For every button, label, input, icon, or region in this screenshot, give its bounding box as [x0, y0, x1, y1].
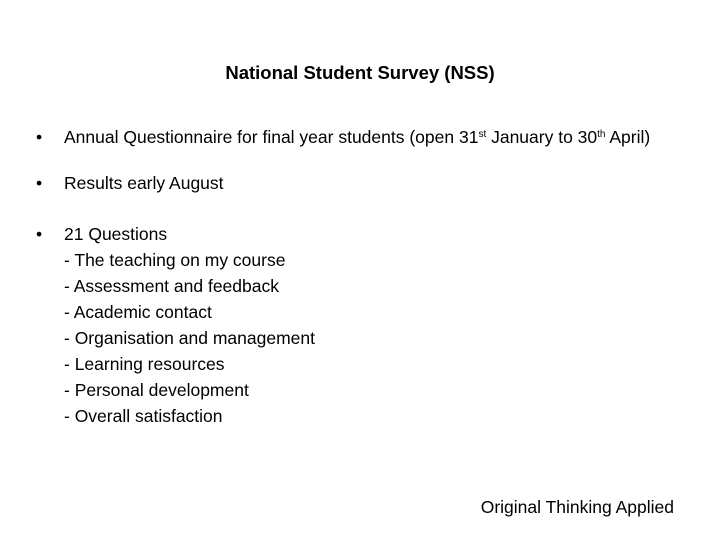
bullet-icon: • — [36, 224, 43, 244]
bullet-text-part: January to 30 — [486, 127, 598, 147]
bullet-icon: • — [36, 127, 43, 147]
bullet-icon: • — [36, 173, 43, 193]
slide-title: National Student Survey (NSS) — [225, 62, 495, 83]
sub-item-learning-resources: - Learning resources — [64, 354, 225, 374]
bullet-heading: 21 Questions — [64, 224, 168, 244]
bullet-text-part: Annual Questionnaire for final year students (open 31 — [64, 127, 479, 147]
ordinal-suffix: th — [597, 129, 606, 140]
sub-item-assessment: - Assessment and feedback — [64, 276, 279, 296]
bullet-text — [64, 221, 674, 429]
bullet-text — [64, 124, 674, 150]
sub-item-overall-satisfaction: - Overall satisfaction — [64, 406, 223, 426]
sub-item-personal-development: - Personal development — [64, 380, 249, 400]
ordinal-suffix: st — [478, 129, 487, 140]
bullet-text-part: April) — [605, 127, 651, 147]
sub-item-organisation: - Organisation and management — [64, 328, 315, 348]
footer-tagline: Original Thinking Applied — [480, 497, 674, 517]
bullet-text: Results early August — [64, 173, 224, 193]
sub-item-academic-contact: - Academic contact — [64, 302, 212, 322]
sub-item-teaching: - The teaching on my course — [64, 250, 286, 270]
